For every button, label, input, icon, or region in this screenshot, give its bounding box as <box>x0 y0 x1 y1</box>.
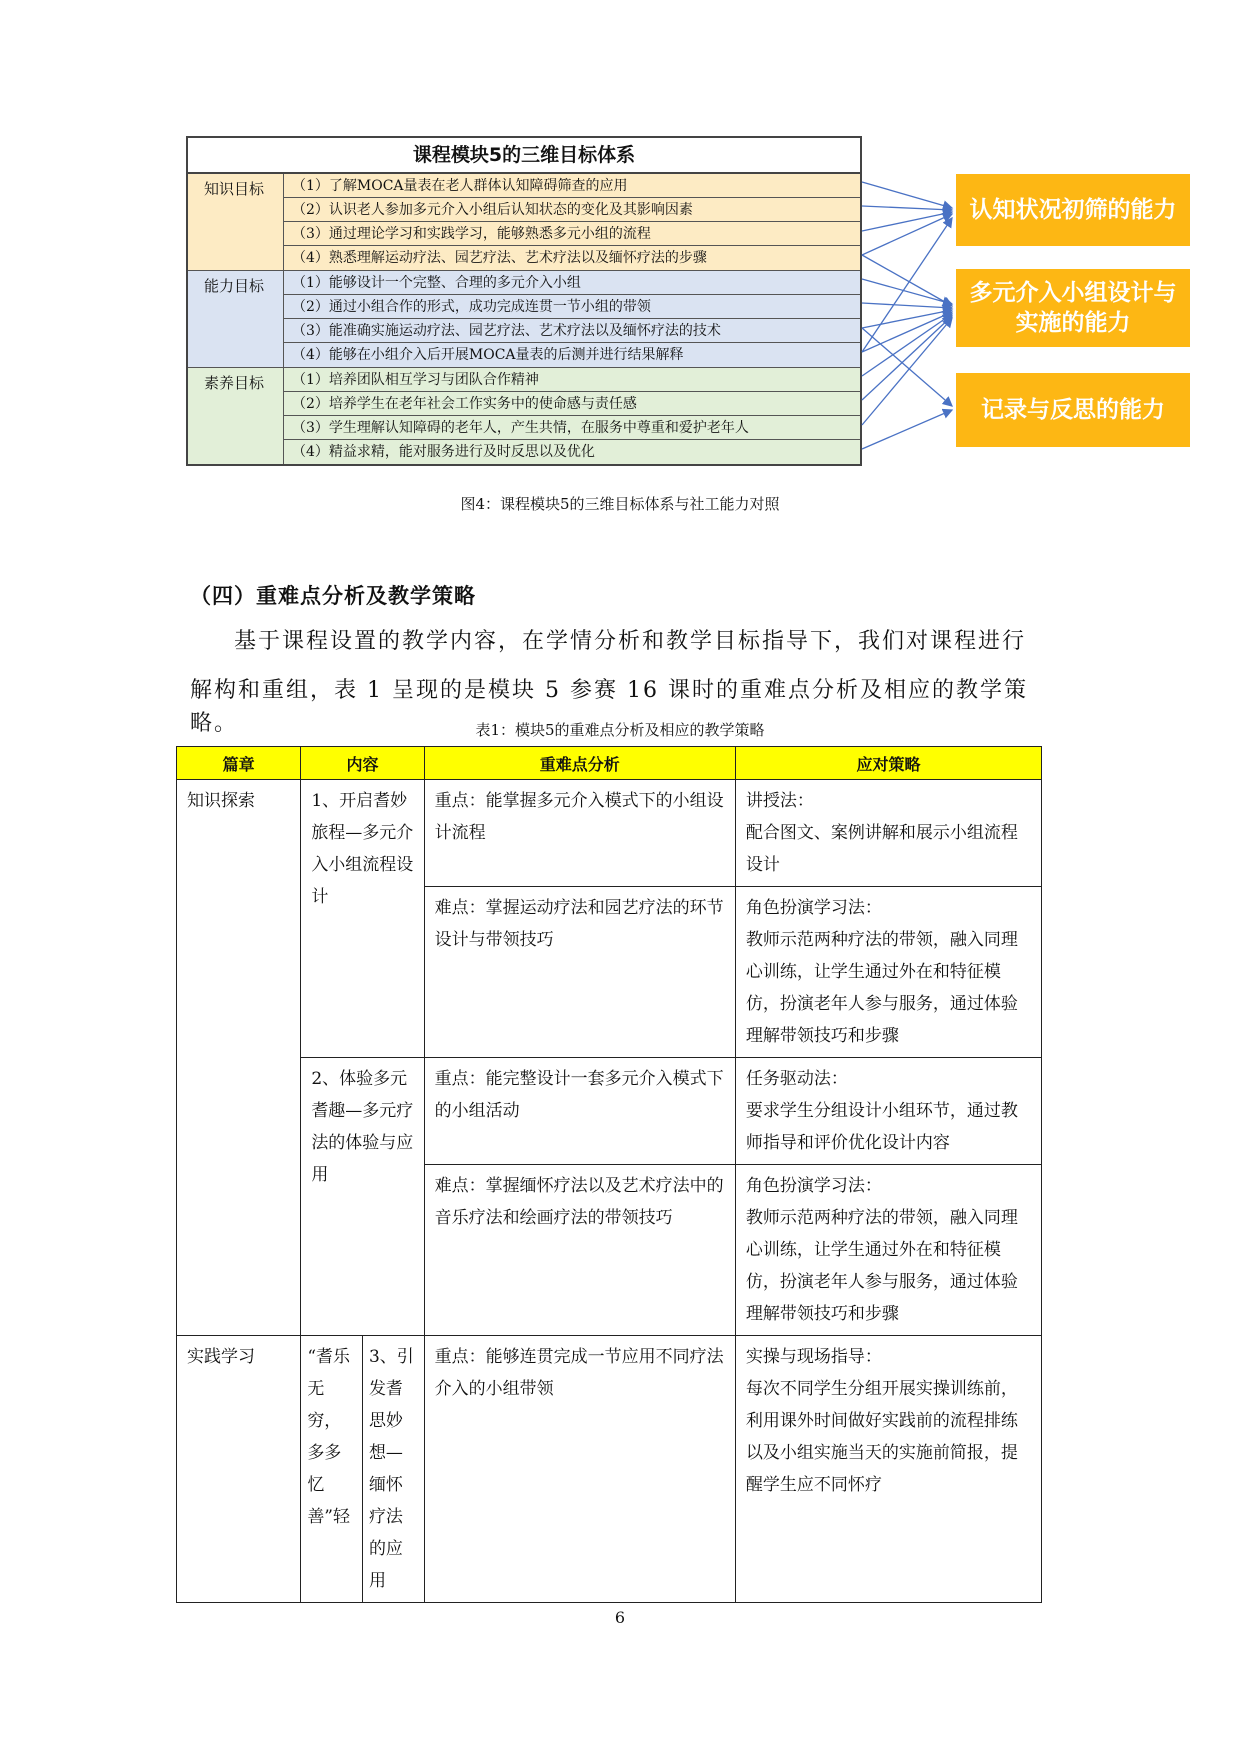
arrow <box>862 303 952 308</box>
arrow <box>862 206 952 210</box>
strategy-cell <box>735 1336 1041 1603</box>
strategy-body: 要求学生分组设计小组环节，通过教师指导和评价优化设计内容 <box>745 1101 1018 1153</box>
content-cell: 2、体验多元耆趣—多元疗法的体验与应用 <box>301 1058 424 1336</box>
goal-item: （4）精益求精，能对服务进行及时反思以及优化 <box>292 444 595 460</box>
header-cell: 重难点分析 <box>424 747 735 780</box>
group-label: 素养目标 <box>188 368 284 464</box>
goal-item: （2）培养学生在老年社会工作实务中的使命感与责任感 <box>284 392 860 416</box>
header-cell: 内容 <box>301 747 424 780</box>
chapter-cell: 实践学习 <box>177 1336 301 1603</box>
strategy-body: 教师示范两种疗法的带领，融入同理心训练，让学生通过外在和特征模仿，扮演老年人参与服务，通过体验理解带领技巧和步骤 <box>745 930 1018 1046</box>
analysis-cell: 重点：能掌握多元介入模式下的小组设计流程 <box>424 780 735 887</box>
quality-goals-group <box>188 368 860 464</box>
analysis-cell: 难点：掌握运动疗法和园艺疗法的环节设计与带领技巧 <box>424 887 735 1058</box>
content-cell: “耆乐无穷，多多忆善”轻 <box>301 1336 363 1603</box>
strategy-title: 实操与现场指导： <box>745 1347 882 1367</box>
analysis-cell: 重点：能完整设计一套多元介入模式下的小组活动 <box>424 1058 735 1165</box>
analysis-cell: 难点：掌握缅怀疗法以及艺术疗法中的音乐疗法和绘画疗法的带领技巧 <box>424 1165 735 1336</box>
arrow <box>862 214 952 255</box>
strategy-title: 讲授法： <box>745 791 814 811</box>
figure-caption: 图4：课程模块5的三维目标体系与社工能力对照 <box>460 495 780 513</box>
strategy-cell <box>735 887 1041 1058</box>
arrow <box>862 312 952 352</box>
goal-system-table <box>186 136 862 466</box>
strategy-body: 教师示范两种疗法的带领，融入同理心训练，让学生通过外在和特征模仿，扮演老年人参与服务，通过体验理解带领技巧和步骤 <box>745 1208 1018 1324</box>
header-cell: 篇章 <box>177 747 301 780</box>
arrow <box>862 310 952 328</box>
strategy-title: 角色扮演学习法： <box>745 1176 882 1196</box>
table-caption: 表1：模块5的重难点分析及相应的教学策略 <box>475 721 765 739</box>
arrow <box>862 316 952 400</box>
group-label: 能力目标 <box>188 271 284 367</box>
ability-goals-group <box>188 271 860 368</box>
capability-box <box>956 269 1190 347</box>
goal-item: （4）熟悉理解运动疗法、园艺疗法、艺术疗法以及缅怀疗法的步骤 <box>292 250 707 266</box>
goal-item: （4）能够在小组介入后开展MOCA量表的后测并进行结果解释 <box>292 347 684 363</box>
content-cell: 1、开启耆妙旅程—多元介入小组流程设计 <box>301 780 424 1058</box>
capability-box: 认知状况初筛的能力 <box>956 174 1190 246</box>
goal-item: （1）能够设计一个完整、合理的多元介入小组 <box>284 271 860 295</box>
goal-item: （3）通过理论学习和实践学习，能够熟悉多元小组的流程 <box>284 222 860 246</box>
strategy-body: 配合图文、案例讲解和展示小组流程设计 <box>745 823 1018 875</box>
page-number: 6 <box>614 1608 626 1627</box>
goal-item: （3）能准确实施运动疗法、园艺疗法、艺术疗法以及缅怀疗法的技术 <box>284 319 860 343</box>
arrow <box>862 279 952 304</box>
strategy-cell <box>735 1165 1041 1336</box>
arrow <box>862 410 952 449</box>
arrow <box>862 255 952 306</box>
capability-box: 记录与反思的能力 <box>956 373 1190 447</box>
chapter-cell: 知识探索 <box>177 780 301 1336</box>
strategy-title: 角色扮演学习法： <box>745 898 882 918</box>
knowledge-goals-group <box>188 174 860 271</box>
capability-line: 多元介入小组设计与 <box>969 280 1177 306</box>
figure-title: 课程模块5的三维目标体系 <box>188 138 860 174</box>
arrow <box>862 318 952 425</box>
strategy-body: 每次不同学生分组开展实操训练前，利用课外时间做好实践前的流程排练以及小组实施当天的实施前简报，提醒学生应不同怀疗 <box>745 1379 1018 1495</box>
strategy-title: 任务驱动法： <box>745 1069 848 1089</box>
goal-item: （2）通过小组合作的形式，成功完成连贯一节小组的带领 <box>284 295 860 319</box>
header-cell: 应对策略 <box>735 747 1041 780</box>
goal-system-figure <box>186 136 1198 472</box>
goal-item: （1）培养团队相互学习与团队合作精神 <box>284 368 860 392</box>
capability-line: 实施的能力 <box>1015 310 1131 336</box>
arrow <box>862 328 952 406</box>
paragraph-line: 解构和重组，表 1 呈现的是模块 5 参赛 16 课时的重难点分析及相应的教学策略。 <box>190 678 1028 736</box>
paragraph-line: 基于课程设置的教学内容，在学情分析和教学目标指导下，我们对课程进行 <box>234 629 1027 654</box>
section-heading: （四）重难点分析及教学策略 <box>190 584 476 608</box>
goal-item: （2）认识老人参加多元介入小组后认知状态的变化及其影响因素 <box>284 198 860 222</box>
goal-item: （3）学生理解认知障碍的老年人，产生共情，在服务中尊重和爱护老年人 <box>284 416 860 440</box>
strategy-table <box>176 746 1042 1603</box>
content-cell: 3、引发耆思妙想—缅怀疗法的应用 <box>362 1336 424 1603</box>
strategy-cell <box>735 780 1041 887</box>
group-label: 知识目标 <box>188 174 284 270</box>
goal-item: （1）了解MOCA量表在老人群体认知障碍筛查的应用 <box>284 174 860 198</box>
arrow <box>862 218 952 352</box>
arrow <box>862 212 952 231</box>
analysis-cell: 重点：能够连贯完成一节应用不同疗法介入的小组带领 <box>424 1336 735 1603</box>
strategy-cell <box>735 1058 1041 1165</box>
arrow <box>862 314 952 376</box>
arrow <box>862 182 952 208</box>
